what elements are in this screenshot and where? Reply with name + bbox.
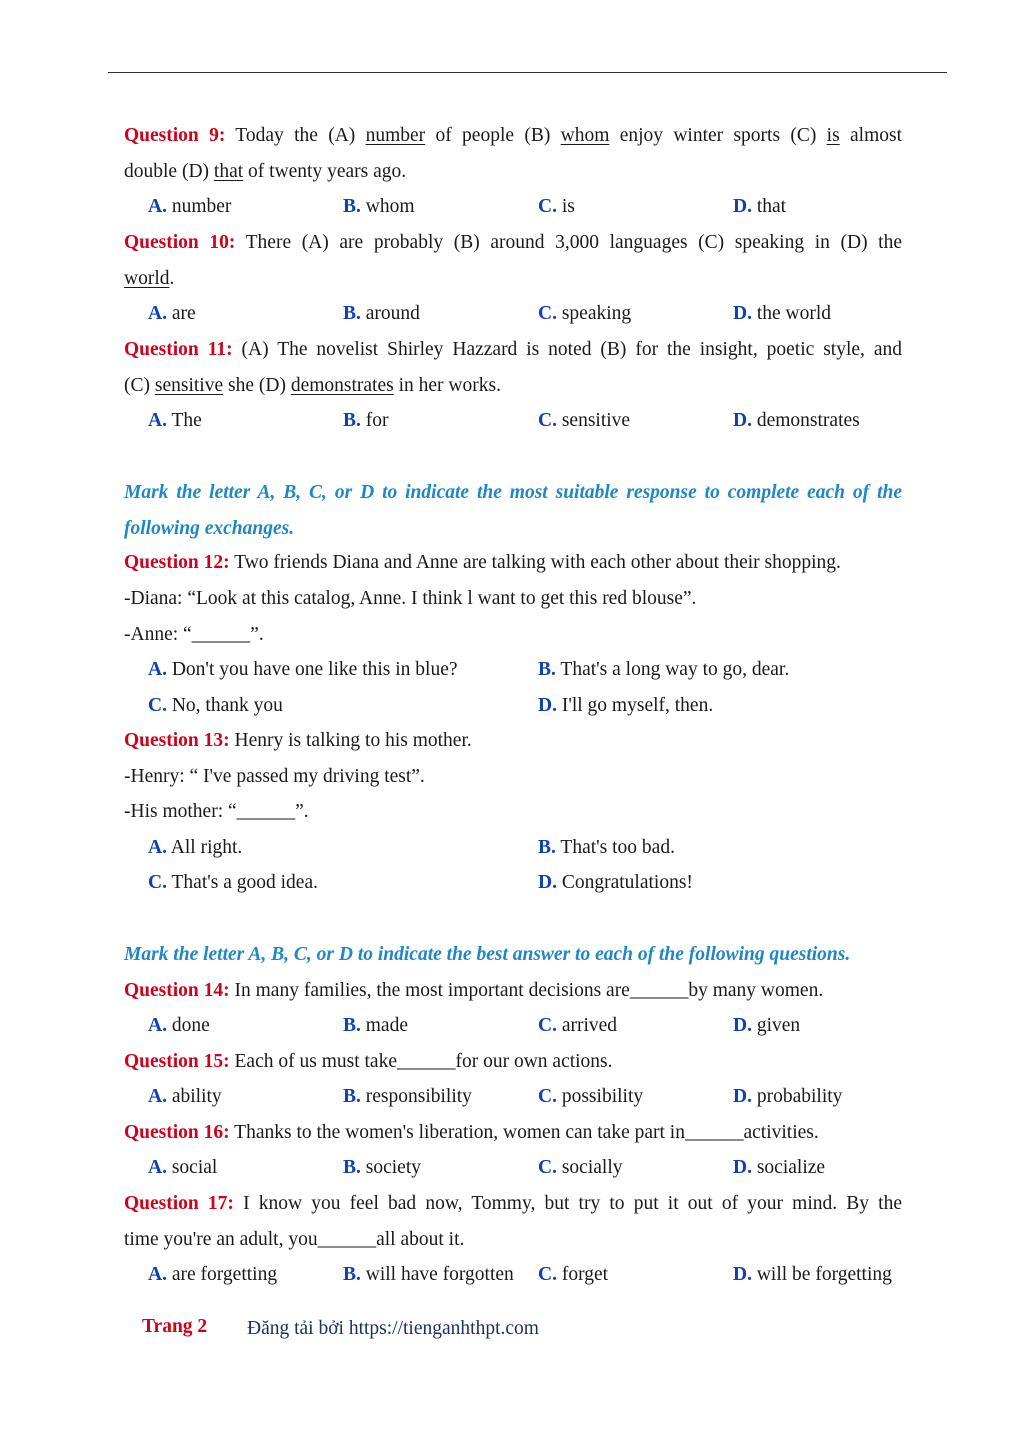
uploaded-by-link[interactable]: Đăng tải bởi https://tienganhthpt.com — [247, 1318, 539, 1339]
q10-option-a[interactable]: A. are — [148, 303, 196, 324]
q10-option-d[interactable]: D. the world — [733, 303, 832, 324]
q12-option-c[interactable]: C. No, thank you — [148, 695, 283, 716]
q11-option-b[interactable]: B. for — [343, 410, 389, 431]
q9-option-d[interactable]: D. that — [733, 196, 787, 217]
underlined-d: that — [213, 161, 244, 182]
underlined-c: is — [826, 125, 840, 146]
q10-option-b[interactable]: B. around — [343, 303, 420, 324]
q15-option-c[interactable]: C. possibility — [538, 1086, 644, 1107]
question-11-line-2: (C) sensitive she (D) demonstrates in her works. — [124, 375, 501, 396]
question-11-line-1: Question 11: (A) The novelist Shirley Hazzard is noted (B) for the insight, poetic style, and — [124, 339, 902, 360]
q17-option-d[interactable]: D. will be forgetting — [733, 1264, 892, 1285]
q16-option-b[interactable]: B. society — [343, 1157, 421, 1178]
question-12-line-2: -Diana: “Look at this catalog, Anne. I think l want to get this red blouse”. — [124, 588, 697, 609]
question-9-line-1: Question 9: Today the (A) number of people (B) whom enjoy winter sports (C) is almost — [124, 125, 902, 146]
question-17-line-1: Question 17: I know you feel bad now, Tommy, but try to put it out of your mind. By the — [124, 1193, 903, 1214]
q9-option-b[interactable]: B. whom — [343, 196, 415, 217]
q14-option-b[interactable]: B. made — [343, 1015, 408, 1036]
question-17-line-2: time you're an adult, you______all about it. — [124, 1229, 465, 1250]
underlined-b: whom — [560, 125, 610, 146]
section-instruction-1: Mark the letter A, B, C, or D to indicate the most suitable response to complete each of the — [124, 482, 902, 503]
section-instruction-2: Mark the letter A, B, C, or D to indicate the best answer to each of the following questions. — [124, 944, 851, 965]
question-14-line-1: Question 14: In many families, the most important decisions are______by many women. — [124, 980, 824, 1001]
question-10-line-1: Question 10: There (A) are probably (B) around 3,000 languages (C) speaking in (D) the — [124, 232, 902, 253]
q11-option-a[interactable]: A. The — [148, 410, 202, 431]
question-16-line-1: Question 16: Thanks to the women's liberation, women can take part in______activities. — [124, 1122, 819, 1143]
underlined-a: number — [365, 125, 426, 146]
page-number: Trang 2 — [142, 1316, 208, 1337]
q14-option-a[interactable]: A. done — [148, 1015, 210, 1036]
header-rule — [108, 72, 947, 73]
q9-option-c[interactable]: C. is — [538, 196, 575, 217]
q9-option-a[interactable]: A. number — [148, 196, 232, 217]
section-instruction-1-cont: following exchanges. — [124, 518, 295, 539]
q10-option-c[interactable]: C. speaking — [538, 303, 632, 324]
q13-option-a[interactable]: A. All right. — [148, 837, 243, 858]
q11-option-d[interactable]: D. demonstrates — [733, 410, 860, 431]
q12-option-a[interactable]: A. Don't you have one like this in blue? — [148, 659, 458, 680]
q14-option-d[interactable]: D. given — [733, 1015, 801, 1036]
q14-option-c[interactable]: C. arrived — [538, 1015, 618, 1036]
underlined-c: sensitive — [154, 375, 224, 396]
q16-option-d[interactable]: D. socialize — [733, 1157, 826, 1178]
q17-option-c[interactable]: C. forget — [538, 1264, 609, 1285]
q13-option-b[interactable]: B. That's too bad. — [538, 837, 675, 858]
question-13-line-3: -His mother: “______”. — [124, 801, 309, 822]
question-13-line-2: -Henry: “ I've passed my driving test”. — [124, 766, 425, 787]
question-13-line-1: Question 13: Henry is talking to his mother. — [124, 730, 472, 751]
question-10-line-2: world. — [124, 268, 175, 289]
q13-option-d[interactable]: D. Congratulations! — [538, 872, 693, 893]
q17-option-b[interactable]: B. will have forgotten — [343, 1264, 514, 1285]
q16-option-a[interactable]: A. social — [148, 1157, 218, 1178]
q15-option-a[interactable]: A. ability — [148, 1086, 222, 1107]
underlined-d: world — [124, 268, 170, 289]
q16-option-c[interactable]: C. socially — [538, 1157, 623, 1178]
q12-option-d[interactable]: D. I'll go myself, then. — [538, 695, 714, 716]
question-9-line-2: double (D) that of twenty years ago. — [124, 161, 407, 182]
q15-option-b[interactable]: B. responsibility — [343, 1086, 472, 1107]
q13-option-c[interactable]: C. That's a good idea. — [148, 872, 318, 893]
q17-option-a[interactable]: A. are forgetting — [148, 1264, 278, 1285]
question-12-line-1: Question 12: Two friends Diana and Anne are talking with each other about their shopping. — [124, 552, 841, 573]
q15-option-d[interactable]: D. probability — [733, 1086, 843, 1107]
q11-option-c[interactable]: C. sensitive — [538, 410, 631, 431]
question-15-line-1: Question 15: Each of us must take______for our own actions. — [124, 1051, 613, 1072]
q12-option-b[interactable]: B. That's a long way to go, dear. — [538, 659, 790, 680]
question-12-line-3: -Anne: “______”. — [124, 624, 264, 645]
underlined-d: demonstrates — [290, 375, 394, 396]
